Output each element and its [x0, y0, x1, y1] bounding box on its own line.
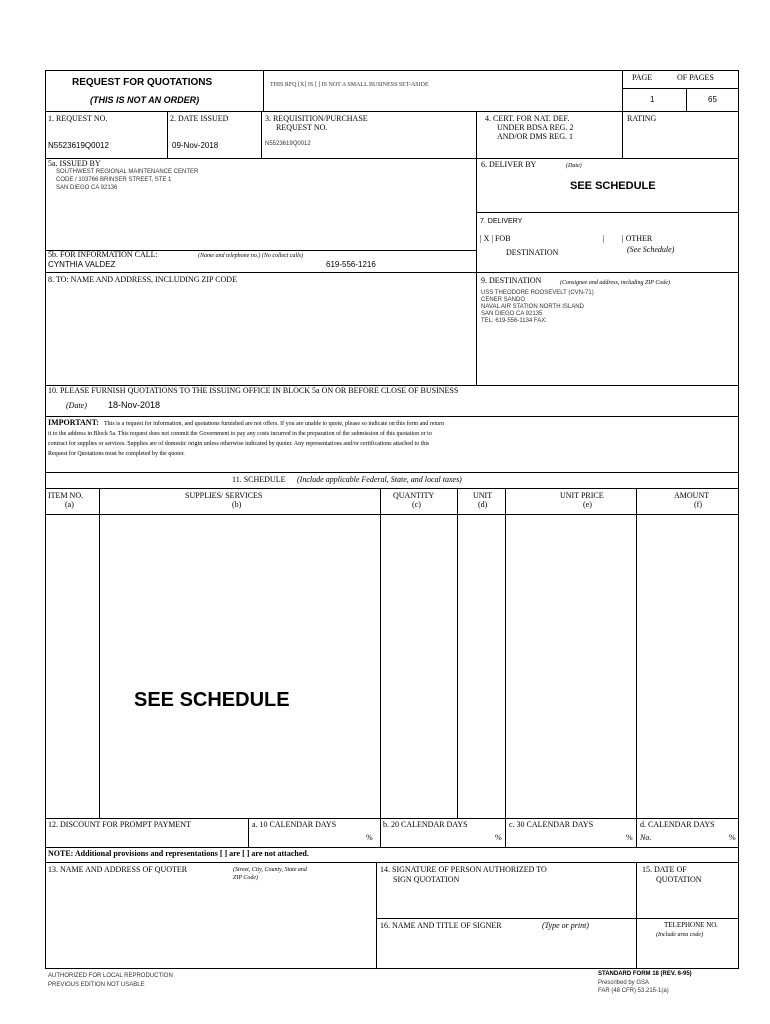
footer-reproduction: AUTHORIZED FOR LOCAL REPRODUCTION	[48, 973, 173, 979]
destination-label: 9. DESTINATION	[481, 276, 542, 285]
quoter-hint-2: ZIP Code)	[233, 875, 259, 881]
divider	[376, 862, 377, 969]
cert-label-3: AND/OR DMS REG. 1	[497, 132, 574, 141]
divider	[45, 818, 739, 819]
divider	[636, 862, 637, 969]
deliver-by-label: 6. DELIVER BY	[481, 160, 537, 169]
page-label: PAGE	[632, 73, 653, 82]
other-checkbox[interactable]: | OTHER	[622, 234, 653, 243]
col-amount: AMOUNT	[674, 491, 710, 500]
schedule-body-text: SEE SCHEDULE	[134, 689, 290, 711]
divider	[45, 111, 739, 112]
discount-30-pct: %	[626, 833, 633, 842]
delivery-label: 7. DELIVERY	[480, 218, 523, 225]
date-quotation-label: 15. DATE OF	[642, 865, 687, 874]
discount-label: 12. DISCOUNT FOR PROMPT PAYMENT	[48, 820, 191, 829]
divider	[380, 818, 381, 847]
footer-prescribed: Prescribed by GSA	[598, 980, 650, 986]
telephone-hint: (Include area code)	[656, 932, 704, 938]
divider	[248, 818, 249, 847]
important-label: IMPORTANT:	[48, 418, 99, 427]
column-line	[457, 488, 458, 818]
column-line	[505, 488, 506, 818]
discount-10-days: a. 10 CALENDAR DAYS	[252, 820, 337, 829]
signature-label-2: SIGN QUOTATION	[393, 875, 460, 884]
divider	[45, 416, 739, 417]
column-line	[636, 488, 637, 818]
col-unit: UNIT	[473, 491, 493, 500]
quoter-label: 13. NAME AND ADDRESS OF QUOTER	[48, 865, 188, 874]
discount-no-label: No.	[640, 833, 652, 842]
divider	[686, 88, 687, 111]
signer-hint: (Type or print)	[542, 921, 589, 930]
col-amount-sub: (f)	[694, 500, 702, 509]
rating-label: RATING	[627, 114, 657, 123]
col-item-no-sub: (a)	[65, 500, 74, 509]
destination-line3: NAVAL AIR STATION NORTH ISLAND	[481, 304, 584, 310]
info-call-label: 5b. FOR INFORMATION CALL:	[48, 250, 158, 259]
issued-by-label: 5a. ISSUED BY	[48, 159, 101, 168]
cert-label-2: UNDER BDSA REG. 2	[497, 123, 574, 132]
divider	[45, 472, 739, 473]
important-line3: contract for supplies or services. Supplies are of domestic origin unless otherwise indicated by quoter. Any representations and/or certifications attached to this	[48, 441, 430, 447]
total-pages: 65	[708, 95, 717, 104]
col-item-no: ITEM NO.	[48, 491, 84, 500]
schedule-title: 11. SCHEDULE	[232, 475, 286, 484]
column-line	[380, 488, 381, 818]
checkbox-bar: |	[603, 234, 605, 243]
destination-hint: (Consignee and address, including ZIP Code)	[560, 280, 670, 286]
divider	[45, 158, 739, 159]
destination-line5: TEL: 619-556-1134 FAX:	[481, 318, 547, 324]
to-label: 8. TO: NAME AND ADDRESS, INCLUDING ZIP CODE	[48, 275, 237, 284]
divider	[45, 862, 739, 863]
info-call-hint: (Name and telephone no.) (No collect calls)	[198, 253, 304, 259]
divider	[167, 111, 168, 158]
telephone-label: TELEPHONE NO.	[664, 921, 719, 929]
discount-custom-pct: %	[729, 833, 736, 842]
discount-10-pct: %	[366, 833, 373, 842]
important-line1: This is a request for information, and quotations furnished are not offers. If you are unable to quote, please so indicate on this form and return	[104, 421, 445, 427]
signature-label: 14. SIGNATURE OF PERSON AUTHORIZED TO	[380, 865, 547, 874]
form-title: REQUEST FOR QUOTATIONS	[72, 77, 213, 88]
schedule-hint: (Include applicable Federal, State, and local taxes)	[297, 475, 462, 484]
request-no-value: N5523619Q0012	[48, 141, 109, 150]
issued-by-line3: SAN DIEGO CA 92136	[56, 185, 118, 191]
date-quotation-label-2: QUOTATION	[656, 875, 702, 884]
divider	[45, 847, 739, 848]
request-no-label: 1. REQUEST NO.	[48, 114, 108, 123]
col-supplies-sub: (b)	[232, 500, 242, 509]
note-text: NOTE: Additional provisions and representations [ ] are [ ] are not attached.	[48, 849, 309, 858]
fob-destination: DESTINATION	[506, 248, 559, 257]
divider	[263, 70, 264, 111]
divider	[376, 918, 739, 919]
of-pages-label: OF PAGES	[677, 73, 714, 82]
discount-20-pct: %	[495, 833, 502, 842]
footer-previous-edition: PREVIOUS EDITION NOT USABLE	[48, 982, 145, 988]
discount-30-days: c. 30 CALENDAR DAYS	[509, 820, 594, 829]
discount-20-days: b. 20 CALENDAR DAYS	[383, 820, 468, 829]
divider	[45, 488, 739, 489]
divider	[622, 70, 623, 158]
issued-by-line1: SOUTHWEST REGIONAL MAINTENANCE CENTER	[56, 169, 199, 175]
requisition-value: N5523619Q0012	[265, 141, 311, 147]
divider	[505, 818, 506, 847]
set-aside-text: THIS RFQ [X] IS [ ] IS NOT A SMALL BUSINESS SET-ASIDE	[270, 82, 429, 88]
other-hint: (See Schedule)	[627, 245, 675, 254]
footer-far: FAR (48 CFR) 53.215-1(a)	[598, 988, 669, 994]
requisition-label-2: REQUEST NO.	[276, 123, 328, 132]
form-subtitle: (THIS IS NOT AN ORDER)	[90, 95, 200, 105]
col-quantity: QUANTITY	[393, 491, 435, 500]
quoter-hint: (Street, City, County, State and	[233, 867, 307, 873]
date-issued-label: 2. DATE ISSUED	[170, 114, 229, 123]
page-number: 1	[650, 95, 655, 104]
deliver-by-value: SEE SCHEDULE	[570, 180, 656, 192]
col-supplies: SUPPLIES/ SERVICES	[185, 491, 263, 500]
cert-label: 4. CERT. FOR NAT. DEF.	[485, 114, 570, 123]
divider	[622, 88, 739, 89]
column-line	[99, 488, 100, 818]
issued-by-line2: CODE / 103766 BRINSER STREET, STE 1	[56, 177, 172, 183]
important-line4: Request for Quotations must be completed by the quoter.	[48, 451, 185, 457]
form-frame	[45, 70, 739, 969]
destination-line1: USS THEODORE ROOSEVELT (CVN-71)	[481, 290, 594, 296]
footer-standard-form: STANDARD FORM 18 (REV. 6-95)	[598, 971, 692, 977]
destination-line2: CENER SANDO	[481, 297, 526, 303]
contact-name: CYNTHIA VALDEZ	[48, 260, 116, 269]
contact-phone: 619-556-1216	[326, 260, 376, 269]
destination-line4: SAN DIEGO CA 92135	[481, 311, 543, 317]
furnish-date-hint: (Date)	[66, 401, 87, 410]
divider	[261, 111, 262, 158]
divider	[636, 818, 637, 847]
col-unit-price-sub: (e)	[583, 500, 592, 509]
deliver-by-hint: (Date)	[566, 163, 582, 169]
furnish-date: 18-Nov-2018	[108, 400, 161, 410]
col-quantity-sub: (c)	[412, 500, 421, 509]
important-line2: it to the address in Block 5a. This request does not commit the Government to pay any costs incurred in the preparation of the submission of this quotation or to	[48, 431, 432, 437]
signer-label: 16. NAME AND TITLE OF SIGNER	[380, 921, 502, 930]
requisition-label: 3. REQUISITION/PURCHASE	[265, 114, 368, 123]
divider	[476, 212, 739, 213]
divider	[45, 514, 739, 515]
col-unit-price: UNIT PRICE	[560, 491, 604, 500]
col-unit-sub: (d)	[478, 500, 488, 509]
discount-custom-days: d. CALENDAR DAYS	[640, 820, 715, 829]
fob-checkbox[interactable]: | X | FOB	[480, 234, 511, 243]
divider	[45, 272, 739, 273]
divider	[476, 111, 477, 158]
date-issued-value: 09-Nov-2018	[172, 141, 219, 150]
furnish-label: 10. PLEASE FURNISH QUOTATIONS TO THE ISSUING OFFICE IN BLOCK 5a ON OR BEFORE CLOSE OF BUSINESS	[48, 386, 459, 395]
